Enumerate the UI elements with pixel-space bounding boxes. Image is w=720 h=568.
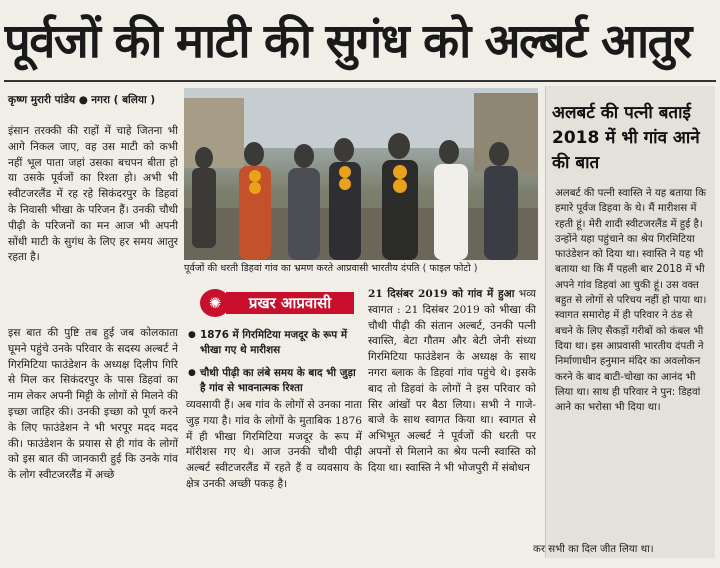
- highlight-point: ● 1876 में गिरमिटिया मजदूर के रूप में भीखा गए थे मारीशस: [188, 328, 360, 358]
- article-column-1: इंसान तरक्की की राहों में चाहे जितना भी आगे निकल जाए, वह उस माटी को कभी नहीं भूल पाता जहां उसका बचपन बीता हो या उसके पूर्वजों का रिश्ता हो। अभी भी स्वीटजरलैंड में रह रहे सिकंदरपुर के डिहवां के निवासी भीखा के परिजन हैं। उनकी चौथी पीढ़ी के परिजनों का मन आज भी अपनी सोंधी माटी के सुगंध के लिए हर समय आतुर रहता है।: [8, 125, 178, 264]
- sidebar-title: अलबर्ट की पत्नी बताई 2018 में भी गांव आने की बात: [552, 103, 700, 173]
- photo-caption: पूर्वजों की धरती डिहवां गांव का भ्रमण करते आप्रवासी भारतीय दंपति ( फाइल फोटो ): [184, 263, 478, 274]
- sidebar-last-line: कर सभी का दिल जीत लिया था।: [533, 544, 654, 555]
- article-column-1-continued: इस बात की पुष्टि तब हुई जब कोलकाता घूमने पहुंचे उनके परिवार के सदस्य अल्बर्ट ने गिरमिटिया फाउंडेशन के अध्यक्ष दिलीप गिरि से मिल कर सिकंदरपुर के पास डिहवां का नाम लेकर अपनी मिट्टी के लोगों से मिलने की इच्छा जाहिर की। उनकी इच्छा को पूर्ण करने के लिए फाउंडेशन ने भी भरपूर मदद मदद की। फाउंडेशन के प्रयास से ही गांव के लोगों को इस बात की जानकारी हुई कि उनके गांव के लोग स्वीटजरलैंड में अच्छे: [8, 327, 178, 482]
- headline: पूर्वजों की माटी की सुगंध को अल्बर्ट आतुर: [4, 14, 691, 69]
- subhead: 21 दिसंबर 2019 को गांव में हुआ: [368, 288, 515, 300]
- headline-rule: [4, 80, 716, 82]
- sidebar-text: अलबर्ट की पत्नी स्वास्ति ने यह बताया कि हमारे पूर्वज डिहवा के थे। मैं मारीशस में रहती हूं। मेरी शादी स्वीटजरलैंड में हुई है। उन्होंने यहा पहुंचाने का श्रेय गिरमिटिया फाउंडेशन को दिया था। स्वास्ति ने यह भी बताया था कि मैं पहली बार 2018 में भी अपने गांव डिहवां आ चुकी हूं। उस वक्त बहुत से लोगों से परिचय नहीं हो पाया था। स्वागत समारोह में ही परिवार ने ठंड से बचने के लिए सैकड़ों गरीबों को कंबल भी दिया था। इस आप्रवासी भारतीय दंपती ने निर्माणाधीन हनुमान मंदिर का अवलोकन करने के बाद बाटी-चोखा का आनंद भी लिया था। साथ ही परिवार ने पुन: डिहवां आने का भरोसा भी दिया था।: [555, 188, 707, 414]
- emblem-icon: ✺: [200, 289, 230, 317]
- highlight-points: [188, 328, 360, 404]
- byline-location: नगरा ( बलिया ): [91, 94, 156, 106]
- news-photo: [184, 88, 538, 260]
- article-column-2: व्यवसायी हैं। अब गांव के लोगों से उनका नाता जुड़ गया है। गांव के लोगों के मुताबिक 1876 में ही भीखा गिरमिटिया मजदूर के रूप में मॉरीशस गए थे। आज उनकी चौथी पीढ़ी अल्बर्ट स्वीटजरलैंड में रहते हैं व व्यवसाय के क्षेत्र उनकी अच्छी पकड़ है।: [186, 399, 362, 490]
- section-logo: [184, 287, 360, 319]
- section-logo-text: प्रखर आप्रवासी: [226, 292, 354, 314]
- article-column-3-text: भव्य स्वागत : 21 दिसंबर 2019 को भीखा की चौथी पीढ़ी की संतान अल्बर्ट, उनकी पत्नी स्वास्ति, बेटा गौतम और बेटी जेनी संध्या गिरमिटिया फाउंडेशन के अध्यक्ष के साथ नगरा ब्लाक के डिहवां गांव पहुंचे थे। इसके बाद तो डिहवां के लोगों ने इस परिवार को सिर आंखों पर बैठा लिया। सभी ने गाजे-बाजे के साथ स्वागत किया था। स्वागत से अभिभूत अल्बर्ट ने पूर्वजों की धरती पर अपनों से मिलाने का श्रेय पत्नी स्वास्ति को दिया था। स्वास्ति ने भी भोजपुरी में संबोधन: [368, 288, 536, 474]
- article-column-3: [368, 287, 536, 559]
- bullet-icon: ●: [78, 94, 92, 106]
- byline-author: कृष्ण मुरारी पांडेय: [8, 94, 76, 106]
- byline: [8, 93, 155, 107]
- photo-crowd-illustration: [184, 88, 538, 260]
- highlight-point: ● चौथी पीढ़ी का लंबे समय के बाद भी जुड़ा है गांव से भावनात्मक रिश्ता: [188, 366, 360, 396]
